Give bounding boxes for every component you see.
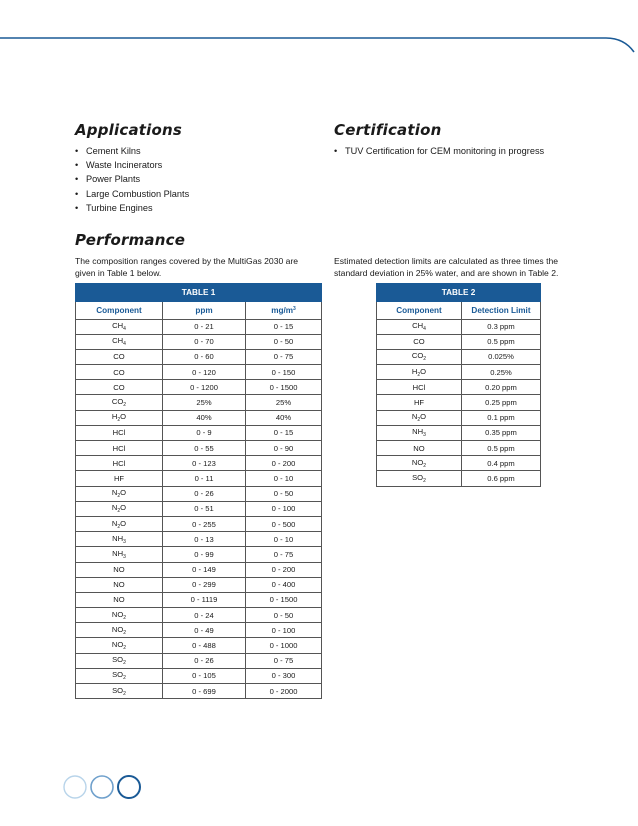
component-cell: NO xyxy=(76,592,163,607)
mg-cell: 0 - 75 xyxy=(246,349,322,364)
component-cell: $NH_3$ xyxy=(76,547,163,562)
ppm-cell: 40% xyxy=(163,410,246,425)
mg-cell: 0 - 200 xyxy=(246,562,322,577)
component-cell: NO xyxy=(76,562,163,577)
mg-cell: 40% xyxy=(246,410,322,425)
performance-intro-left: The composition ranges covered by the MultiGas 2030 are given in Table 1 below. xyxy=(75,256,299,278)
mg-cell: 0 - 75 xyxy=(246,547,322,562)
component-cell: CO xyxy=(377,334,462,349)
detection-limit-cell: 0.025% xyxy=(462,349,541,364)
component-cell: HCl xyxy=(76,456,163,471)
component-cell: NO xyxy=(76,577,163,592)
mg-cell: 0 - 100 xyxy=(246,501,322,516)
detection-limit-cell: 0.5 ppm xyxy=(462,441,541,456)
table-row xyxy=(76,471,322,486)
bullet-item: • Waste Incinerators xyxy=(75,158,189,172)
mg-cell: 0 - 1000 xyxy=(246,638,322,653)
mg-cell: 0 - 500 xyxy=(246,516,322,531)
mg-cell: 0 - 300 xyxy=(246,668,322,683)
ppm-cell: 0 - 11 xyxy=(163,471,246,486)
footer-circles-logo xyxy=(62,774,146,802)
table-row xyxy=(377,334,541,349)
ppm-cell: 0 - 13 xyxy=(163,532,246,547)
detection-limit-cell: 0.20 ppm xyxy=(462,380,541,395)
component-cell: $CH_4$ xyxy=(76,334,163,349)
ppm-cell: 0 - 120 xyxy=(163,365,246,380)
component-cell: CO xyxy=(76,349,163,364)
performance-intro-right: Estimated detection limits are calculated as three times the standard deviation in 25% water, and are shown in Table 2. xyxy=(334,256,559,278)
table-row xyxy=(76,638,322,653)
component-cell: $NO_2$ xyxy=(76,638,163,653)
mg-cell: 0 - 400 xyxy=(246,577,322,592)
component-cell: $CO_2$ xyxy=(377,349,462,364)
component-cell: $N_2O$ xyxy=(76,486,163,501)
component-cell: $NO_2$ xyxy=(377,456,462,471)
table-row xyxy=(76,623,322,638)
component-cell: NO xyxy=(377,441,462,456)
table-1-header-ppm: ppm xyxy=(163,302,246,320)
detection-limit-cell: 0.25 ppm xyxy=(462,395,541,410)
mg-cell: 0 - 50 xyxy=(246,486,322,501)
mg-cell: 0 - 150 xyxy=(246,365,322,380)
table-row xyxy=(76,486,322,501)
certification-heading: Certification xyxy=(334,121,442,139)
component-cell: $H_2O$ xyxy=(76,410,163,425)
component-cell: $SO_2$ xyxy=(76,653,163,668)
ppm-cell: 0 - 60 xyxy=(163,349,246,364)
table-2-caption: TABLE 2 xyxy=(377,284,541,302)
component-cell: $H_2O$ xyxy=(377,365,462,380)
table-row xyxy=(76,562,322,577)
ppm-cell: 0 - 70 xyxy=(163,334,246,349)
table-row xyxy=(377,410,541,425)
detection-limit-cell: 0.35 ppm xyxy=(462,425,541,440)
component-cell: CO xyxy=(76,380,163,395)
ppm-cell: 0 - 49 xyxy=(163,623,246,638)
table-1-caption: TABLE 1 xyxy=(76,284,322,302)
component-cell: CO xyxy=(76,365,163,380)
detection-limit-cell: 0.25% xyxy=(462,365,541,380)
table-row xyxy=(377,471,541,486)
detection-limit-cell: 0.1 ppm xyxy=(462,410,541,425)
table-row xyxy=(377,349,541,364)
ppm-cell: 0 - 255 xyxy=(163,516,246,531)
ppm-cell: 0 - 123 xyxy=(163,456,246,471)
ppm-cell: 0 - 149 xyxy=(163,562,246,577)
table-row xyxy=(76,349,322,364)
detection-limit-cell: 0.6 ppm xyxy=(462,471,541,486)
ppm-cell: 0 - 299 xyxy=(163,577,246,592)
table-row xyxy=(377,380,541,395)
ppm-cell: 0 - 488 xyxy=(163,638,246,653)
mg-cell: 0 - 1500 xyxy=(246,592,322,607)
table-row xyxy=(377,441,541,456)
component-cell: $N_2O$ xyxy=(377,410,462,425)
component-cell: $NH_3$ xyxy=(377,425,462,440)
ppm-cell: 25% xyxy=(163,395,246,410)
ppm-cell: 0 - 55 xyxy=(163,441,246,456)
table-row xyxy=(76,532,322,547)
mg-cell: 0 - 75 xyxy=(246,653,322,668)
table-row xyxy=(76,684,322,699)
mg-cell: 0 - 15 xyxy=(246,319,322,334)
component-cell: $SO_2$ xyxy=(76,668,163,683)
table-row xyxy=(76,608,322,623)
table-1 xyxy=(75,283,322,699)
table-row xyxy=(377,319,541,334)
component-cell: $SO_2$ xyxy=(76,684,163,699)
ppm-cell: 0 - 24 xyxy=(163,608,246,623)
mg-cell: 0 - 100 xyxy=(246,623,322,638)
component-cell: $CO_2$ xyxy=(76,395,163,410)
ppm-cell: 0 - 21 xyxy=(163,319,246,334)
component-cell: $CH_4$ xyxy=(76,319,163,334)
table-1-header-component: Component xyxy=(76,302,163,320)
mg-cell: 0 - 10 xyxy=(246,471,322,486)
bullet-item: • Cement Kilns xyxy=(75,144,189,158)
component-cell: HF xyxy=(377,395,462,410)
table-row xyxy=(377,395,541,410)
applications-heading: Applications xyxy=(75,121,183,139)
table-row xyxy=(76,577,322,592)
table-row xyxy=(76,425,322,440)
table-row xyxy=(76,592,322,607)
bullet-item: • TUV Certification for CEM monitoring in progress xyxy=(334,144,544,158)
component-cell: $NH_3$ xyxy=(76,532,163,547)
detection-limit-cell: 0.5 ppm xyxy=(462,334,541,349)
component-cell: $CH_4$ xyxy=(377,319,462,334)
applications-list xyxy=(75,144,189,215)
ppm-cell: 0 - 105 xyxy=(163,668,246,683)
table-row xyxy=(76,380,322,395)
table-row xyxy=(377,456,541,471)
ppm-cell: 0 - 26 xyxy=(163,653,246,668)
ppm-cell: 0 - 9 xyxy=(163,425,246,440)
component-cell: $NO_2$ xyxy=(76,608,163,623)
bullet-item: • Turbine Engines xyxy=(75,201,189,215)
ppm-cell: 0 - 26 xyxy=(163,486,246,501)
ppm-cell: 0 - 1200 xyxy=(163,380,246,395)
detection-limit-cell: 0.4 ppm xyxy=(462,456,541,471)
table-row xyxy=(76,516,322,531)
header-rule xyxy=(0,0,638,60)
ppm-cell: 0 - 1119 xyxy=(163,592,246,607)
component-cell: HCl xyxy=(76,425,163,440)
table-1-header-mg: $mg/m^3$ xyxy=(246,302,322,320)
ppm-cell: 0 - 99 xyxy=(163,547,246,562)
mg-cell: 0 - 50 xyxy=(246,608,322,623)
table-2-header-component: Component xyxy=(377,302,462,320)
component-cell: HCl xyxy=(76,441,163,456)
mg-cell: 0 - 15 xyxy=(246,425,322,440)
table-row xyxy=(377,425,541,440)
bullet-item: • Large Combustion Plants xyxy=(75,187,189,201)
mg-cell: 0 - 200 xyxy=(246,456,322,471)
component-cell: $NO_2$ xyxy=(76,623,163,638)
table-row xyxy=(76,410,322,425)
table-2 xyxy=(376,283,541,487)
table-row xyxy=(76,365,322,380)
component-cell: HCl xyxy=(377,380,462,395)
table-row xyxy=(76,319,322,334)
table-row xyxy=(76,668,322,683)
table-2-header-limit: Detection Limit xyxy=(462,302,541,320)
table-row xyxy=(76,547,322,562)
mg-cell: 25% xyxy=(246,395,322,410)
table-row xyxy=(76,456,322,471)
table-row xyxy=(76,441,322,456)
table-row xyxy=(377,365,541,380)
mg-cell: 0 - 2000 xyxy=(246,684,322,699)
component-cell: $SO_2$ xyxy=(377,471,462,486)
mg-cell: 0 - 90 xyxy=(246,441,322,456)
component-cell: HF xyxy=(76,471,163,486)
ppm-cell: 0 - 51 xyxy=(163,501,246,516)
table-row xyxy=(76,501,322,516)
component-cell: $N_2O$ xyxy=(76,501,163,516)
bullet-item: • Power Plants xyxy=(75,172,189,186)
ppm-cell: 0 - 699 xyxy=(163,684,246,699)
table-row xyxy=(76,334,322,349)
performance-heading: Performance xyxy=(75,231,186,249)
table-row xyxy=(76,653,322,668)
table-row xyxy=(76,395,322,410)
component-cell: $N_2O$ xyxy=(76,516,163,531)
certification-list xyxy=(334,144,544,158)
detection-limit-cell: 0.3 ppm xyxy=(462,319,541,334)
mg-cell: 0 - 50 xyxy=(246,334,322,349)
mg-cell: 0 - 10 xyxy=(246,532,322,547)
mg-cell: 0 - 1500 xyxy=(246,380,322,395)
